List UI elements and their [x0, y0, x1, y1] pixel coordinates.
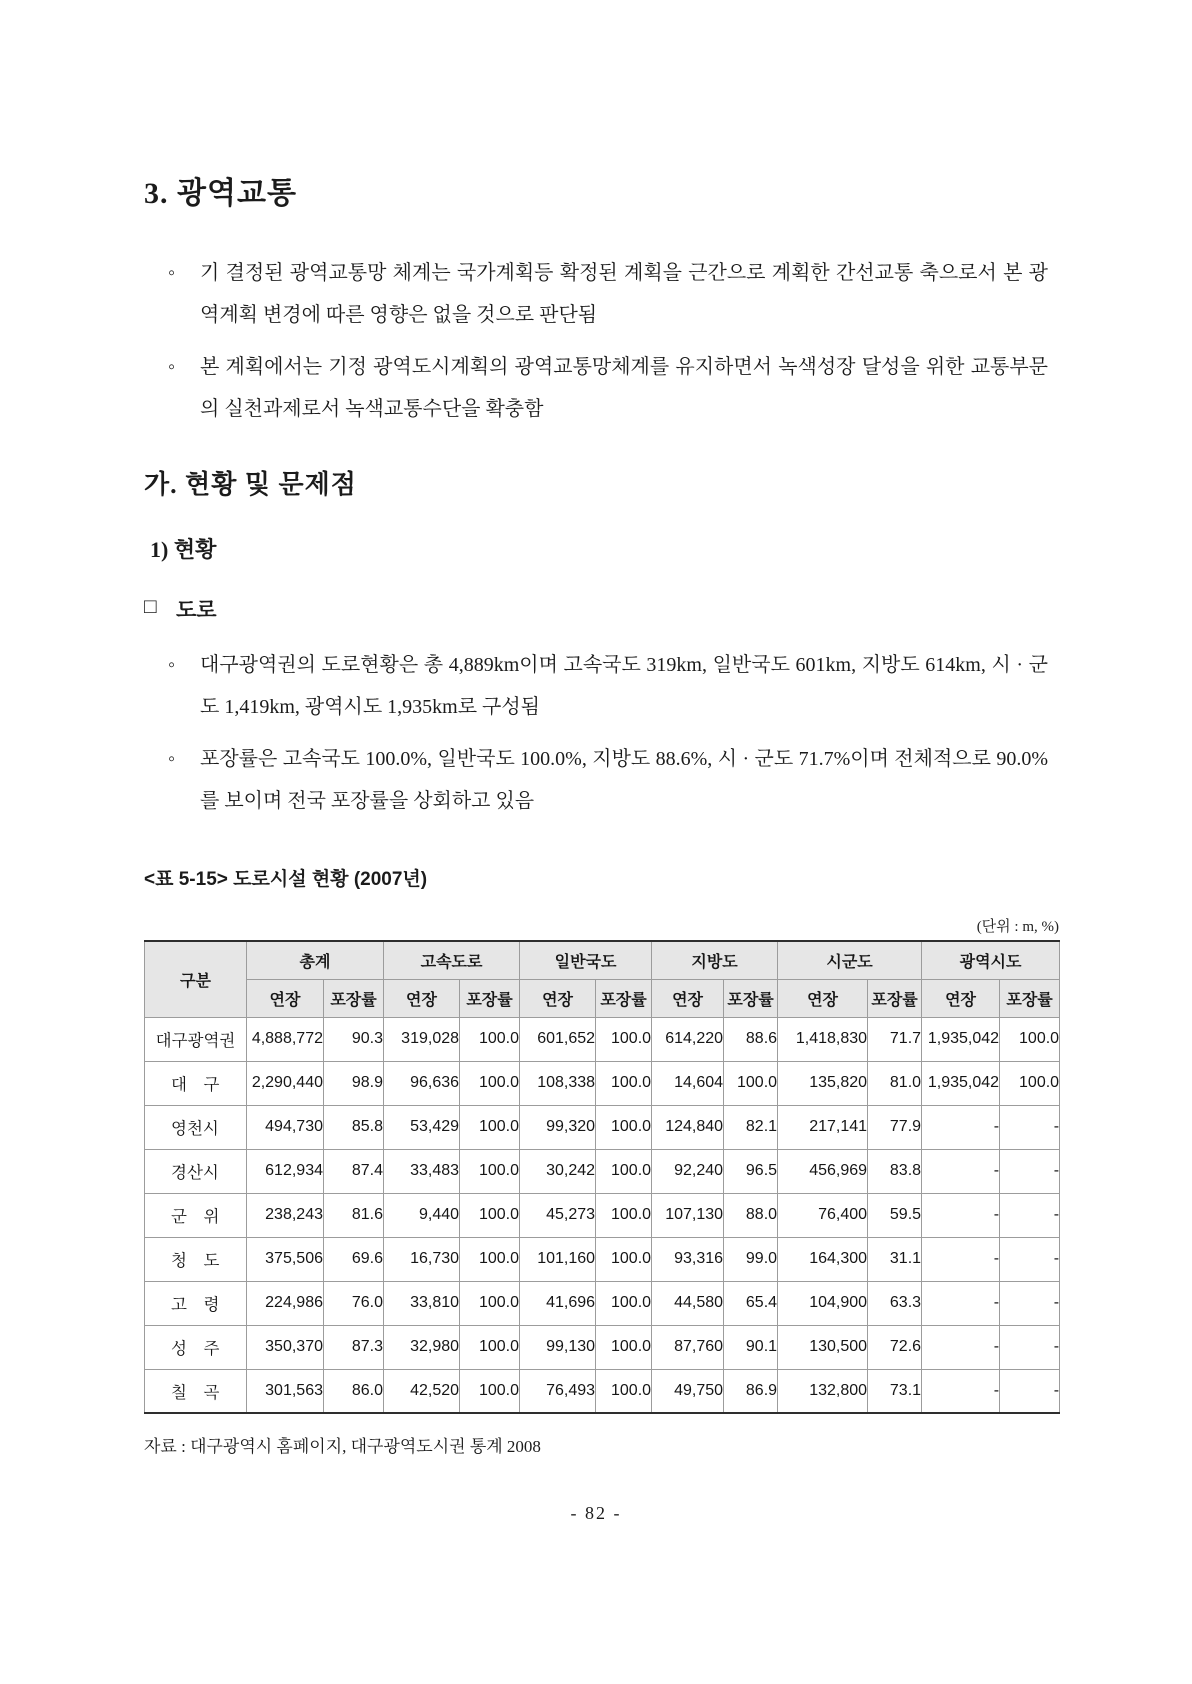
- table-cell: -: [1000, 1325, 1060, 1369]
- table-header-group: 시군도: [778, 941, 922, 979]
- region-name: 성 주: [145, 1325, 247, 1369]
- table-subheader: 포장률: [724, 979, 778, 1017]
- table-cell: 99.0: [724, 1237, 778, 1281]
- table-cell: 72.6: [868, 1325, 922, 1369]
- table-cell: 100.0: [596, 1061, 652, 1105]
- table-cell: 124,840: [652, 1105, 724, 1149]
- table-row: [145, 1105, 1060, 1149]
- table-row: [145, 1325, 1060, 1369]
- table-cell: 9,440: [384, 1193, 460, 1237]
- table-cell: 41,696: [520, 1281, 596, 1325]
- table-cell: 319,028: [384, 1017, 460, 1061]
- table-cell: 100.0: [460, 1105, 520, 1149]
- box-heading: [144, 594, 1048, 624]
- bullet-text: 대구광역권의 도로현황은 총 4,889km이며 고속국도 319km, 일반국도 601km, 지방도 614km, 시 · 군도 1,419km, 광역시도 1,935km로 구성됨: [200, 654, 1048, 718]
- table-cell: 76.0: [324, 1281, 384, 1325]
- table-cell: 81.6: [324, 1193, 384, 1237]
- table-cell: 99,320: [520, 1105, 596, 1149]
- table-cell: 59.5: [868, 1193, 922, 1237]
- table-header-group: 총계: [247, 941, 384, 979]
- table-cell: 88.6: [724, 1017, 778, 1061]
- table-subheader: 연장: [520, 979, 596, 1017]
- table-cell: 224,986: [247, 1281, 324, 1325]
- table-cell: 87,760: [652, 1325, 724, 1369]
- table-subheader: 연장: [652, 979, 724, 1017]
- table-cell: 100.0: [596, 1193, 652, 1237]
- table-cell: -: [922, 1193, 1000, 1237]
- table-cell: 100.0: [596, 1237, 652, 1281]
- table-cell: 71.7: [868, 1017, 922, 1061]
- table-cell: 92,240: [652, 1149, 724, 1193]
- table-header-group: 지방도: [652, 941, 778, 979]
- table-cell: -: [1000, 1193, 1060, 1237]
- table-cell: 100.0: [460, 1369, 520, 1413]
- page-title: 3. 광역교통: [144, 177, 297, 210]
- table-cell: -: [1000, 1105, 1060, 1149]
- table-cell: 100.0: [724, 1061, 778, 1105]
- table-cell: 99,130: [520, 1325, 596, 1369]
- table-cell: 130,500: [778, 1325, 868, 1369]
- bullet-text: 본 계획에서는 기정 광역도시계획의 광역교통망체계를 유지하면서 녹색성장 달성을 위한 교통부문의 실천과제로서 녹색교통수단을 확충함: [200, 356, 1048, 420]
- table-cell: 44,580: [652, 1281, 724, 1325]
- table-header-group: 광역시도: [922, 941, 1060, 979]
- table-cell: 31.1: [868, 1237, 922, 1281]
- region-name: 군 위: [145, 1193, 247, 1237]
- table-row: [145, 1369, 1060, 1413]
- table-cell: 53,429: [384, 1105, 460, 1149]
- table-subheader: 연장: [778, 979, 868, 1017]
- intro-bullet: [168, 252, 1048, 336]
- table-cell: 85.8: [324, 1105, 384, 1149]
- table-cell: 1,935,042: [922, 1017, 1000, 1061]
- table-cell: 100.0: [460, 1281, 520, 1325]
- table-subheader: 포장률: [868, 979, 922, 1017]
- table-cell: 30,242: [520, 1149, 596, 1193]
- table-cell: 45,273: [520, 1193, 596, 1237]
- table-cell: 90.1: [724, 1325, 778, 1369]
- table-subheader: 연장: [247, 979, 324, 1017]
- table-cell: 33,483: [384, 1149, 460, 1193]
- region-name: 영천시: [145, 1105, 247, 1149]
- table-cell: 100.0: [596, 1017, 652, 1061]
- table-row: [145, 1193, 1060, 1237]
- road-table-body: [145, 1017, 1060, 1413]
- bullet-marker: ◦: [168, 748, 176, 770]
- page-number: - 82 -: [570, 1503, 622, 1523]
- table-cell: -: [922, 1149, 1000, 1193]
- table-cell: 614,220: [652, 1017, 724, 1061]
- table-cell: -: [1000, 1369, 1060, 1413]
- table-cell: 107,130: [652, 1193, 724, 1237]
- table-subheader: 포장률: [324, 979, 384, 1017]
- bullet-text: 포장률은 고속국도 100.0%, 일반국도 100.0%, 지방도 88.6%, 시 · 군도 71.7%이며 전체적으로 90.0%를 보이며 전국 포장률을 상회하고 있음: [200, 748, 1048, 812]
- bullet-text: 기 결정된 광역교통망 체계는 국가계획등 확정된 계획을 근간으로 계획한 간선교통 축으로서 본 광역계획 변경에 따른 영향은 없을 것으로 판단됨: [200, 262, 1048, 326]
- table-subheader: 연장: [922, 979, 1000, 1017]
- table-cell: 33,810: [384, 1281, 460, 1325]
- table-cell: 238,243: [247, 1193, 324, 1237]
- table-cell: 132,800: [778, 1369, 868, 1413]
- region-name: 대구광역권: [145, 1017, 247, 1061]
- table-cell: 100.0: [1000, 1061, 1060, 1105]
- table-row: [145, 1017, 1060, 1061]
- table-header-group: 고속도로: [384, 941, 520, 979]
- table-cell: 32,980: [384, 1325, 460, 1369]
- table-cell: 601,652: [520, 1017, 596, 1061]
- square-bullet-icon: □: [144, 594, 157, 618]
- subsection-heading: 1) 현황: [150, 537, 217, 562]
- table-cell: 301,563: [247, 1369, 324, 1413]
- bullet-marker: ◦: [168, 654, 176, 676]
- region-name: 대 구: [145, 1061, 247, 1105]
- table-cell: 350,370: [247, 1325, 324, 1369]
- table-cell: 90.3: [324, 1017, 384, 1061]
- table-cell: 100.0: [596, 1369, 652, 1413]
- table-subheader: 포장률: [460, 979, 520, 1017]
- table-cell: 100.0: [460, 1325, 520, 1369]
- table-cell: -: [922, 1369, 1000, 1413]
- table-cell: 108,338: [520, 1061, 596, 1105]
- table-cell: 100.0: [460, 1017, 520, 1061]
- table-cell: 100.0: [596, 1281, 652, 1325]
- table-cell: 100.0: [596, 1325, 652, 1369]
- table-cell: 16,730: [384, 1237, 460, 1281]
- table-cell: 82.1: [724, 1105, 778, 1149]
- table-cell: 1,935,042: [922, 1061, 1000, 1105]
- table-cell: 135,820: [778, 1061, 868, 1105]
- table-cell: 83.8: [868, 1149, 922, 1193]
- table-subheader-row: [145, 979, 1060, 1017]
- table-caption: <표 5-15> 도로시설 현황 (2007년): [144, 869, 428, 890]
- region-name: 칠 곡: [145, 1369, 247, 1413]
- table-cell: 76,400: [778, 1193, 868, 1237]
- region-name: 경산시: [145, 1149, 247, 1193]
- table-cell: 73.1: [868, 1369, 922, 1413]
- table-cell: -: [922, 1105, 1000, 1149]
- table-subheader: 포장률: [596, 979, 652, 1017]
- table-header-row: [145, 941, 1060, 979]
- bullet-marker: ◦: [168, 356, 176, 378]
- table-cell: -: [1000, 1237, 1060, 1281]
- table-cell: 81.0: [868, 1061, 922, 1105]
- table-cell: -: [922, 1237, 1000, 1281]
- table-cell: 164,300: [778, 1237, 868, 1281]
- table-cell: 104,900: [778, 1281, 868, 1325]
- box-heading-label: 도로: [176, 598, 217, 622]
- table-cell: 88.0: [724, 1193, 778, 1237]
- bullet-marker: ◦: [168, 262, 176, 284]
- table-row: [145, 1237, 1060, 1281]
- table-cell: 65.4: [724, 1281, 778, 1325]
- table-cell: 2,290,440: [247, 1061, 324, 1105]
- source-note: 자료 : 대구광역시 홈페이지, 대구광역도시권 통계 2008: [144, 1437, 541, 1456]
- table-cell: 1,418,830: [778, 1017, 868, 1061]
- table-cell: 69.6: [324, 1237, 384, 1281]
- table-subheader: 포장률: [1000, 979, 1060, 1017]
- intro-bullet: [168, 346, 1048, 430]
- table-cell: 96.5: [724, 1149, 778, 1193]
- table-cell: 494,730: [247, 1105, 324, 1149]
- table-cell: 100.0: [460, 1193, 520, 1237]
- table-cell: 101,160: [520, 1237, 596, 1281]
- road-table: [144, 940, 1060, 1414]
- table-cell: 14,604: [652, 1061, 724, 1105]
- unit-note: (단위 : m, %): [976, 919, 1059, 935]
- section-heading: 가. 현황 및 문제점: [144, 470, 357, 499]
- table-cell: 93,316: [652, 1237, 724, 1281]
- table-cell: 49,750: [652, 1369, 724, 1413]
- table-row: [145, 1149, 1060, 1193]
- table-cell: 100.0: [460, 1237, 520, 1281]
- table-cell: 217,141: [778, 1105, 868, 1149]
- region-name: 청 도: [145, 1237, 247, 1281]
- road-bullet: [168, 644, 1048, 728]
- table-cell: 100.0: [1000, 1017, 1060, 1061]
- table-header-group: 일반국도: [520, 941, 652, 979]
- table-cell: 63.3: [868, 1281, 922, 1325]
- table-cell: 76,493: [520, 1369, 596, 1413]
- table-cell: 100.0: [460, 1149, 520, 1193]
- region-name: 고 령: [145, 1281, 247, 1325]
- table-row: [145, 1281, 1060, 1325]
- table-cell: -: [922, 1281, 1000, 1325]
- table-header-gubun: 구분: [145, 941, 247, 1017]
- table-cell: 86.0: [324, 1369, 384, 1413]
- table-cell: 77.9: [868, 1105, 922, 1149]
- table-subheader: 연장: [384, 979, 460, 1017]
- table-cell: 375,506: [247, 1237, 324, 1281]
- table-cell: 612,934: [247, 1149, 324, 1193]
- table-cell: 86.9: [724, 1369, 778, 1413]
- table-cell: -: [922, 1325, 1000, 1369]
- table-cell: 100.0: [460, 1061, 520, 1105]
- table-cell: 96,636: [384, 1061, 460, 1105]
- table-cell: 456,969: [778, 1149, 868, 1193]
- table-row: [145, 1061, 1060, 1105]
- table-cell: 98.9: [324, 1061, 384, 1105]
- table-cell: 4,888,772: [247, 1017, 324, 1061]
- table-cell: 100.0: [596, 1105, 652, 1149]
- table-cell: 100.0: [596, 1149, 652, 1193]
- table-cell: -: [1000, 1149, 1060, 1193]
- road-bullet: [168, 738, 1048, 822]
- table-cell: -: [1000, 1281, 1060, 1325]
- table-cell: 87.4: [324, 1149, 384, 1193]
- table-cell: 42,520: [384, 1369, 460, 1413]
- table-cell: 87.3: [324, 1325, 384, 1369]
